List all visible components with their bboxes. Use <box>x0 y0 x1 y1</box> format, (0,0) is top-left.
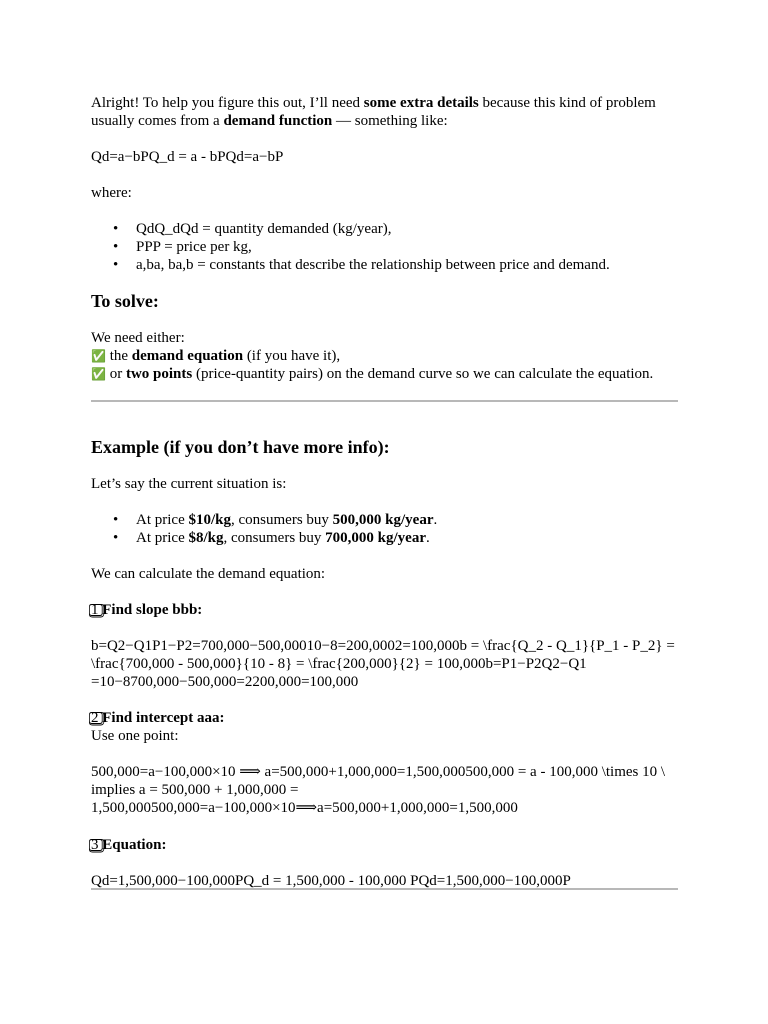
list-item: • At price $8/kg, consumers buy 700,000 kg/year. <box>91 529 678 547</box>
option-bold: two points <box>125 366 193 382</box>
option-text-end: (price-quantity pairs) on the demand curve so we can calculate the equation. <box>192 366 654 382</box>
intro-text-start: Alright! To help you figure this out, I’ll need <box>91 95 364 111</box>
option-demand-equation <box>91 347 678 365</box>
option-bold: demand equation <box>131 348 244 364</box>
calc-intro-text: We can calculate the demand equation: <box>91 566 326 582</box>
step3-heading <box>91 836 678 854</box>
intro-text-end: — something like: <box>332 113 448 129</box>
list-item: • At price $10/kg, consumers buy 500,000 kg/year. <box>91 511 678 529</box>
slope-formula-line: =10−8700,000−500,000=2200,000=100,000 <box>91 674 359 690</box>
lets-say-text: Let’s say the current situation is: <box>91 476 287 492</box>
example-points-list <box>91 511 678 547</box>
step-number: 3 <box>91 837 99 853</box>
list-item: • QdQ_dQd = quantity demanded (kg/year), <box>91 220 678 238</box>
option-text-start: the <box>105 348 132 364</box>
section-divider <box>91 400 678 402</box>
intercept-formula-line: 500,000=a−100,000×10 ⟹ a=500,000+1,000,000=1,500,000500,000 = a - 100,000 \times 10 \ <box>91 764 666 780</box>
slope-formula-line: b=Q2−Q1P1−P2=700,000−500,00010−8=200,0002=100,000b = \frac{Q_2 - Q_1}{P_1 - P_2} = <box>91 638 675 654</box>
step-title: Equation: <box>102 837 167 853</box>
step-number: 1 <box>91 602 99 618</box>
step1-heading <box>91 601 678 619</box>
example-heading: Example (if you don’t have more info): <box>91 437 390 457</box>
intro-paragraph <box>91 94 678 130</box>
slope-formula-line: \frac{700,000 - 500,000}{10 - 8} = \frac{200,000}{2} = 100,000b=P1−P2Q2−Q1 <box>91 656 587 672</box>
definitions-list <box>91 220 678 274</box>
check-mark-icon: ✅ <box>91 349 106 363</box>
use-one-point-text: Use one point: <box>91 728 179 744</box>
step-title: Find slope bbb: <box>102 602 203 618</box>
intro-bold-demand-function: demand function <box>223 113 333 129</box>
to-solve-heading: To solve: <box>91 291 159 311</box>
option-text-end: (if you have it), <box>243 348 341 364</box>
section-divider <box>91 888 678 890</box>
list-item: • PPP = price per kg, <box>91 238 678 256</box>
option-two-points <box>91 365 678 383</box>
demand-formula: Qd=a−bPQ_d = a - bPQd=a−bP <box>91 149 284 165</box>
check-mark-icon: ✅ <box>91 367 106 381</box>
step-title: Find intercept aaa: <box>102 710 225 726</box>
intercept-formula-line: implies a = 500,000 + 1,000,000 = <box>91 782 299 798</box>
intro-text-middle: because this kind of problem usually comes from a <box>91 95 656 129</box>
final-equation: Qd=1,500,000−100,000PQ_d = 1,500,000 - 100,000 PQd=1,500,000−100,000P <box>91 873 571 889</box>
list-item: • a,ba, ba,b = constants that describe the relationship between price and demand. <box>91 256 678 274</box>
intro-bold-extra-details: some extra details <box>363 95 479 111</box>
where-label: where: <box>91 185 132 201</box>
intercept-formula-line: 1,500,000500,000=a−100,000×10⟹a=500,000+1,000,000=1,500,000 <box>91 800 518 816</box>
option-text-start: or <box>105 366 126 382</box>
step-number: 2 <box>91 710 99 726</box>
step2-heading <box>91 709 678 727</box>
need-either-text: We need either: <box>91 330 185 346</box>
